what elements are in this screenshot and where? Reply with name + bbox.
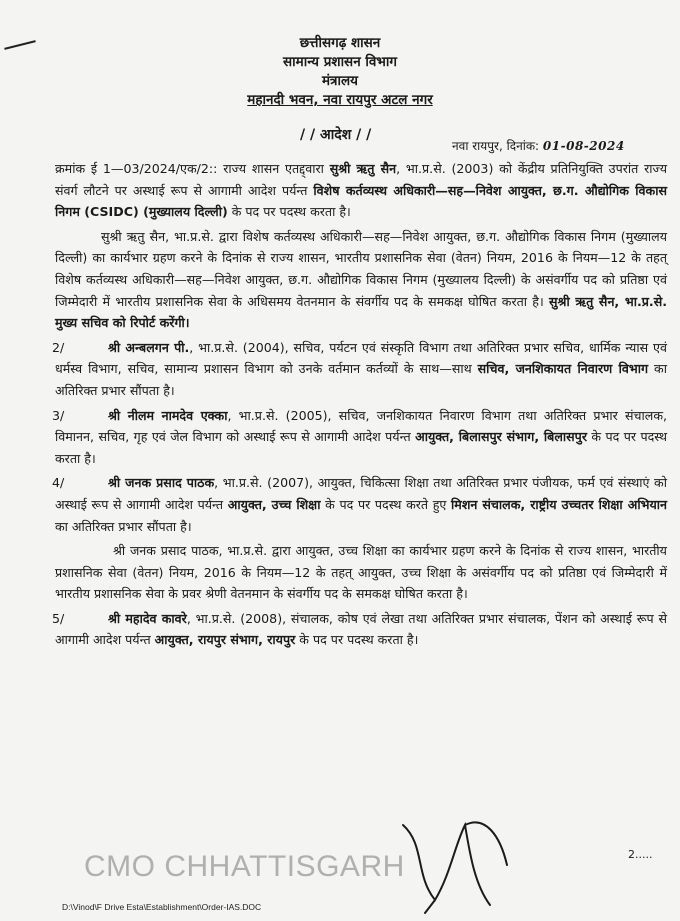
watermark-text: CMO CHHATTISGARH (84, 850, 405, 883)
paragraph-6: श्री जनक प्रसाद पाठक, भा.प्र.से. द्वारा आयुक्त, उच्च शिक्षा का कार्यभार ग्रहण करने के दिनांक से राज्य शासन, भारतीय प्रशासनिक सेवा (वेतन) नियम, 2016 के नियम—12 के तहत् आयुक्त, उच्च शिक्षा के असंवर्गीय पद को प्रतिष्ठा एवं जिम्मेदारी में भारतीय प्रशासनिक सेवा के प्रवर श्रेणी वेतनमान के संवर्गीय पद के समकक्ष घोषित करता है। (55, 543, 667, 602)
page-continuation: 2..... (628, 848, 653, 861)
date-line (452, 137, 625, 154)
pen-mark (4, 40, 36, 50)
header-block (200, 34, 480, 110)
file-path: D:\Vinod\F Drive Esta\Establishment\Order-IAS.DOC (62, 902, 262, 912)
header-department: सामान्य प्रशासन विभाग (283, 54, 397, 70)
paragraph-4: 3/ श्री नीलम नामदेव एक्का, भा.प्र.से. (2005), सचिव, जनशिकायत निवारण विभाग तथा अतिरिक्त प्रभार संचालक, विमानन, सचिव, गृह एवं जेल विभाग को अस्थाई रूप से आगामी आदेश पर्यन्त आयुक्त, बिलासपुर संभाग, बिलासपुर के पद पर पदस्थ करता है। (52, 407, 668, 466)
header-ministry: मंत्रालय (321, 73, 358, 89)
paragraph-1: क्रमांक ई 1—03/2024/एक/2:: राज्य शासन एतद्द्वारा सुश्री ऋतु सैन, भा.प्र.से. (2003) को केंद्रीय प्रतिनियुक्ति उपरांत राज्य संवर्ग लौटने पर अस्थाई रूप से आगामी आदेश पर्यन्त विशेष कर्तव्यस्थ अधिकारी—सह—निवेश आयुक्त, छ.ग. औद्योगिक विकास निगम (CSIDC) (मुख्यालय दिल्ली) के पद पर पदस्थ करता है। (55, 161, 668, 220)
date-value: 01-08-2024 (542, 139, 625, 153)
signature-scribble (395, 805, 515, 915)
header-address: महानदी भवन, नवा रायपुर अटल नगर (247, 92, 433, 108)
order-title: / / आदेश / / (300, 127, 372, 143)
paragraph-5: 4/ श्री जनक प्रसाद पाठक, भा.प्र.से. (2007), आयुक्त, चिकित्सा शिक्षा तथा अतिरिक्त प्रभार पंजीयक, फर्म एवं संस्थाएं को अस्थाई रूप से आगामी आदेश पर्यन्त आयुक्त, उच्च शिक्षा के पद पर पदस्थ करते हुए मिशन संचालक, राष्ट्रीय उच्चतर शिक्षा अभियान का अतिरिक्त प्रभार सौंपता है। (52, 475, 668, 534)
paragraph-7: 5/ श्री महादेव कावरे, भा.प्र.से. (2008), संचालक, कोष एवं लेखा तथा अतिरिक्त प्रभार संचालक, पेंशन को अस्थाई रूप से आगामी आदेश पर्यन्त आयुक्त, रायपुर संभाग, रायपुर के पद पर पदस्थ करता है। (52, 610, 667, 648)
paragraph-3: 2/ श्री अन्बलगन पी., भा.प्र.से. (2004), सचिव, पर्यटन एवं संस्कृति विभाग तथा अतिरिक्त प्रभार सचिव, धार्मिक न्यास एवं धर्मस्व विभाग, सचिव, सामान्य प्रशासन विभाग को उनके वर्तमान कर्तव्यों के साथ—साथ सचिव, जनशिकायत निवारण विभाग का अतिरिक्त प्रभार सौंपता है। (52, 339, 667, 398)
order-body (52, 158, 668, 651)
date-label: नवा रायपुर, दिनांक: (452, 139, 540, 153)
paragraph-2: सुश्री ऋतु सैन, भा.प्र.से. द्वारा विशेष कर्तव्यस्थ अधिकारी—सह—निवेश आयुक्त, छ.ग. औद्योगिक विकास निगम (मुख्यालय दिल्ली) का कार्यभार ग्रहण करने के दिनांक से राज्य शासन, भारतीय प्रशासनिक सेवा (वेतन) नियम, 2016 के नियम—12 के तहत् विशेष कर्तव्यस्थ अधिकारी—सह—निवेश आयुक्त, छ.ग. औद्योगिक विकास निगम (मुख्यालय दिल्ली) के असंवर्गीय पद को प्रतिष्ठा एवं जिम्मेदारी में भारतीय प्रशासनिक सेवा के अधिसमय वेतनमान के संवर्गीय पद के समकक्ष घोषित करता है। सुश्री ऋतु सैन, भा.प्र.से. मुख्य सचिव को रिपोर्ट करेंगी। (55, 228, 668, 331)
header-govt: छत्तीसगढ़ शासन (299, 35, 381, 51)
